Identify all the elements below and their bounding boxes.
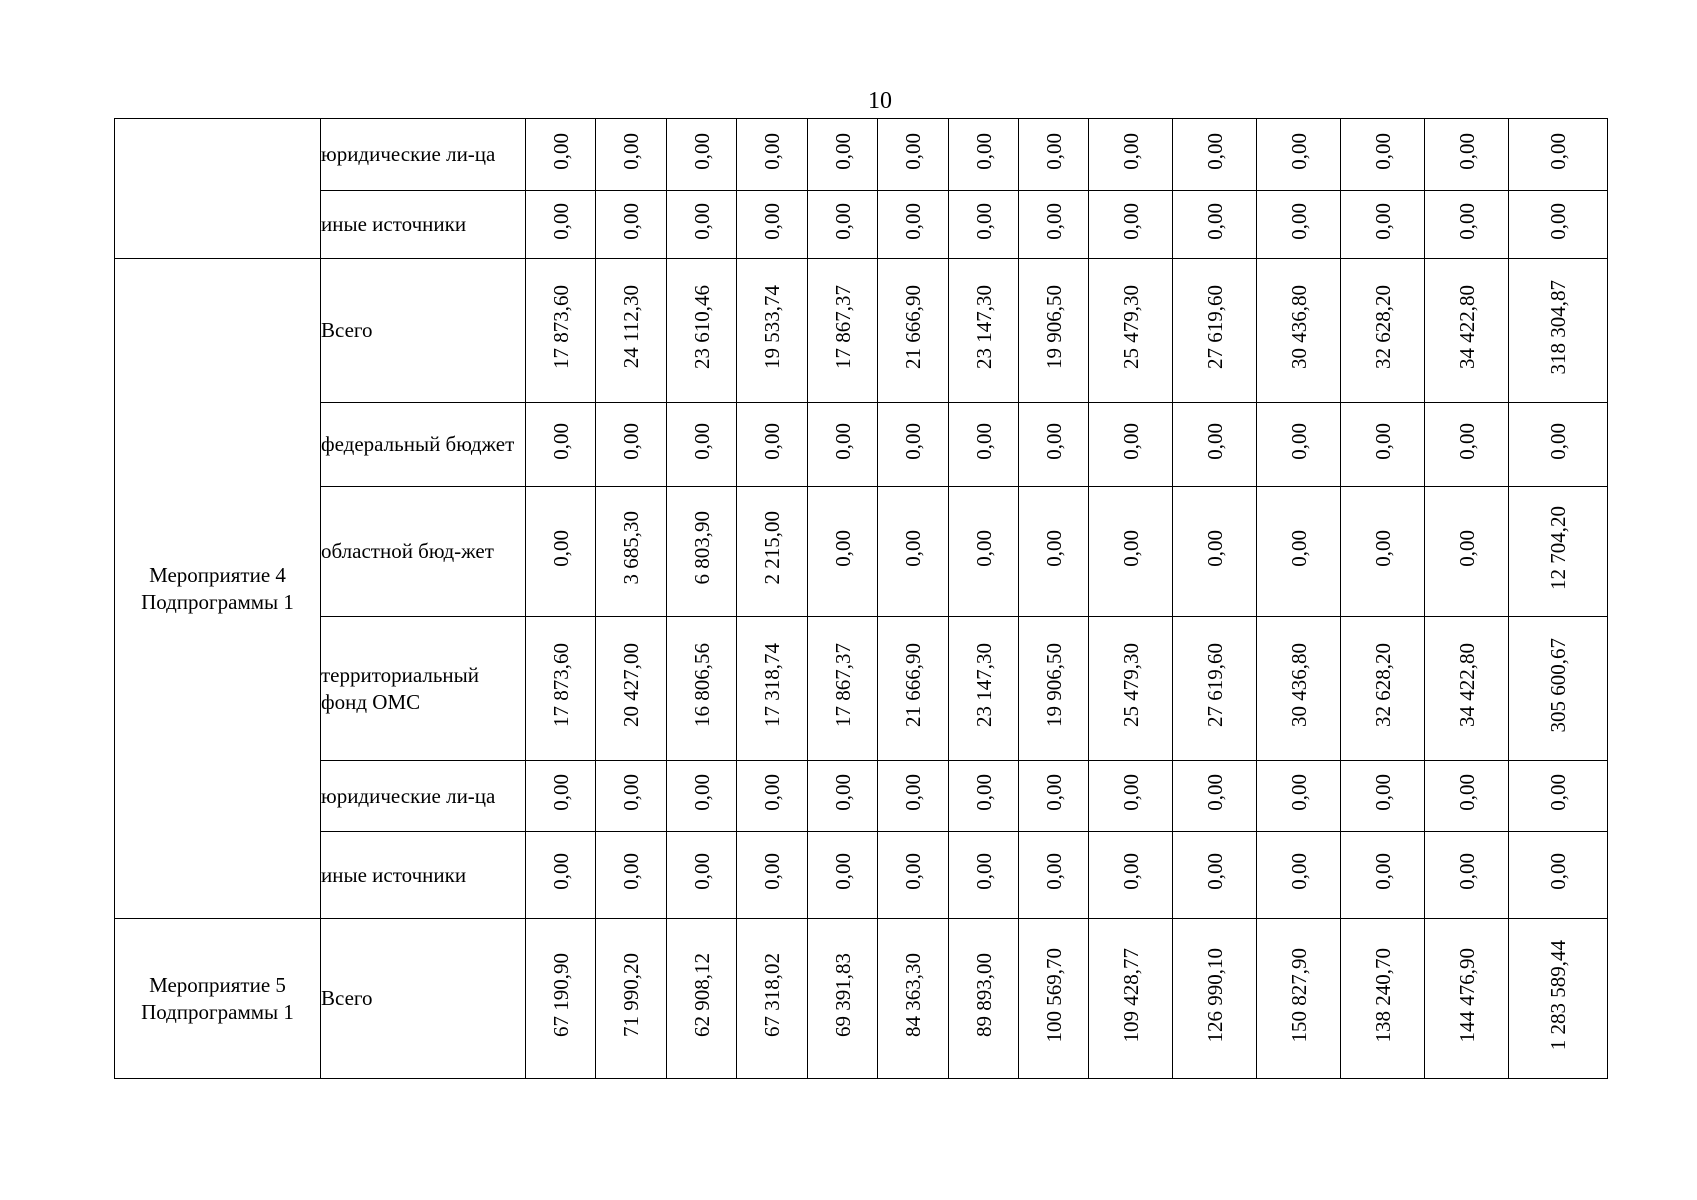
value-cell bbox=[1019, 487, 1089, 617]
value-cell bbox=[1341, 487, 1425, 617]
table-row bbox=[115, 487, 1608, 617]
value-text: 0,00 bbox=[1118, 774, 1143, 811]
value-text: 0,00 bbox=[1546, 202, 1570, 240]
value-cell bbox=[1341, 919, 1425, 1079]
value-text: 0,00 bbox=[1286, 202, 1311, 240]
value-text: 0,00 bbox=[1286, 529, 1311, 567]
value-text: 0,00 bbox=[1118, 422, 1143, 460]
value-cell bbox=[949, 761, 1019, 832]
value-cell bbox=[1089, 617, 1173, 761]
value-cell bbox=[949, 487, 1019, 617]
value-text: 150 827,90 bbox=[1286, 947, 1311, 1043]
source-cell: юридические ли-ца bbox=[321, 761, 526, 832]
value-text: 0,00 bbox=[1041, 853, 1066, 890]
value-text: 0,00 bbox=[1286, 774, 1311, 811]
value-text: 305 600,67 bbox=[1546, 637, 1570, 733]
value-cell bbox=[596, 119, 667, 191]
value-text: 0,00 bbox=[1454, 422, 1479, 460]
value-cell bbox=[878, 617, 949, 761]
value-cell bbox=[1019, 617, 1089, 761]
value-text: 17 873,60 bbox=[548, 285, 573, 369]
value-text: 0,00 bbox=[1041, 774, 1066, 811]
value-cell bbox=[1173, 259, 1257, 403]
value-text: 24 112,30 bbox=[619, 285, 643, 369]
value-text: 0,00 bbox=[971, 529, 996, 567]
value-text: 0,00 bbox=[548, 774, 573, 811]
value-cell bbox=[1509, 403, 1608, 487]
value-cell bbox=[808, 487, 878, 617]
value-text: 0,00 bbox=[689, 422, 714, 460]
value-text: 0,00 bbox=[971, 853, 996, 890]
value-cell bbox=[737, 191, 808, 259]
measure-cell: Мероприятие 5 Подпрограммы 1 bbox=[115, 919, 321, 1079]
value-cell bbox=[949, 617, 1019, 761]
value-cell bbox=[1089, 919, 1173, 1079]
table-row bbox=[115, 617, 1608, 761]
value-text: 67 190,90 bbox=[548, 953, 573, 1037]
value-cell bbox=[526, 761, 596, 832]
value-cell bbox=[667, 919, 737, 1079]
value-cell bbox=[1425, 403, 1509, 487]
value-text: 0,00 bbox=[1370, 529, 1395, 567]
value-cell bbox=[1341, 403, 1425, 487]
value-cell bbox=[1425, 259, 1509, 403]
value-cell bbox=[667, 403, 737, 487]
value-text: 0,00 bbox=[1286, 132, 1311, 170]
value-cell bbox=[1089, 761, 1173, 832]
value-text: 0,00 bbox=[1041, 422, 1066, 460]
value-cell bbox=[1173, 761, 1257, 832]
value-text: 30 436,80 bbox=[1286, 285, 1311, 369]
value-cell bbox=[667, 191, 737, 259]
value-text: 0,00 bbox=[548, 202, 573, 240]
source-cell: иные источники bbox=[321, 832, 526, 919]
value-text: 32 628,20 bbox=[1370, 643, 1395, 727]
value-text: 0,00 bbox=[971, 132, 996, 170]
value-text: 0,00 bbox=[689, 202, 714, 240]
value-text: 0,00 bbox=[1118, 132, 1143, 170]
value-cell bbox=[949, 403, 1019, 487]
value-cell bbox=[1173, 119, 1257, 191]
value-text: 138 240,70 bbox=[1370, 947, 1395, 1043]
value-cell bbox=[737, 832, 808, 919]
value-cell bbox=[1019, 761, 1089, 832]
value-cell bbox=[596, 761, 667, 832]
value-text: 0,00 bbox=[1370, 853, 1395, 890]
value-cell bbox=[1257, 259, 1341, 403]
value-cell bbox=[1425, 617, 1509, 761]
value-text: 0,00 bbox=[1370, 132, 1395, 170]
value-text: 0,00 bbox=[1202, 774, 1227, 811]
value-cell bbox=[1257, 761, 1341, 832]
value-cell bbox=[1257, 617, 1341, 761]
value-cell bbox=[808, 191, 878, 259]
value-text: 34 422,80 bbox=[1454, 285, 1479, 369]
value-cell bbox=[1509, 259, 1608, 403]
value-cell bbox=[1173, 832, 1257, 919]
value-cell bbox=[1341, 617, 1425, 761]
value-text: 0,00 bbox=[1370, 202, 1395, 240]
value-text: 0,00 bbox=[1454, 774, 1479, 811]
value-text: 126 990,10 bbox=[1202, 947, 1227, 1043]
value-cell bbox=[526, 403, 596, 487]
value-cell bbox=[1509, 617, 1608, 761]
value-text: 23 147,30 bbox=[971, 285, 996, 369]
value-cell bbox=[1509, 191, 1608, 259]
value-cell bbox=[1341, 761, 1425, 832]
value-text: 17 873,60 bbox=[548, 643, 573, 727]
value-text: 0,00 bbox=[760, 774, 784, 811]
value-cell bbox=[1509, 832, 1608, 919]
value-cell bbox=[1019, 832, 1089, 919]
value-text: 2 215,00 bbox=[760, 511, 784, 585]
value-text: 0,00 bbox=[971, 422, 996, 460]
table-row bbox=[115, 191, 1608, 259]
value-text: 0,00 bbox=[1118, 529, 1143, 567]
value-text: 0,00 bbox=[689, 132, 714, 170]
value-text: 71 990,20 bbox=[619, 953, 643, 1037]
value-cell bbox=[596, 617, 667, 761]
value-text: 0,00 bbox=[830, 422, 855, 460]
value-cell bbox=[1019, 919, 1089, 1079]
value-text: 17 318,74 bbox=[760, 643, 784, 727]
value-cell bbox=[1173, 403, 1257, 487]
value-text: 0,00 bbox=[1286, 422, 1311, 460]
source-cell: Всего bbox=[321, 919, 526, 1079]
value-cell bbox=[526, 617, 596, 761]
source-cell: федеральный бюджет bbox=[321, 403, 526, 487]
table-row bbox=[115, 259, 1608, 403]
value-text: 0,00 bbox=[830, 132, 855, 170]
value-cell bbox=[1089, 191, 1173, 259]
value-text: 32 628,20 bbox=[1370, 285, 1395, 369]
value-text: 19 906,50 bbox=[1041, 285, 1066, 369]
value-cell bbox=[1019, 403, 1089, 487]
table-row bbox=[115, 919, 1608, 1079]
value-cell bbox=[878, 919, 949, 1079]
value-cell bbox=[808, 617, 878, 761]
value-text: 23 610,46 bbox=[689, 285, 714, 369]
value-text: 67 318,02 bbox=[760, 953, 784, 1037]
table-row bbox=[115, 761, 1608, 832]
value-cell bbox=[1425, 919, 1509, 1079]
value-text: 0,00 bbox=[830, 529, 855, 567]
value-text: 0,00 bbox=[548, 853, 573, 890]
value-text: 27 619,60 bbox=[1202, 285, 1227, 369]
value-text: 0,00 bbox=[760, 853, 784, 890]
value-cell bbox=[737, 617, 808, 761]
value-text: 23 147,30 bbox=[971, 643, 996, 727]
value-cell bbox=[1425, 487, 1509, 617]
value-cell bbox=[1257, 403, 1341, 487]
value-text: 0,00 bbox=[1546, 774, 1570, 811]
value-cell bbox=[1019, 119, 1089, 191]
value-cell bbox=[1019, 191, 1089, 259]
value-cell bbox=[878, 487, 949, 617]
value-text: 0,00 bbox=[619, 422, 643, 460]
value-cell bbox=[1341, 832, 1425, 919]
value-text: 0,00 bbox=[1041, 529, 1066, 567]
value-cell bbox=[949, 919, 1019, 1079]
value-cell bbox=[1509, 487, 1608, 617]
value-text: 144 476,90 bbox=[1454, 947, 1479, 1043]
value-text: 100 569,70 bbox=[1041, 947, 1066, 1043]
value-text: 0,00 bbox=[1202, 853, 1227, 890]
value-cell bbox=[808, 919, 878, 1079]
value-cell bbox=[526, 191, 596, 259]
value-cell bbox=[949, 119, 1019, 191]
value-text: 0,00 bbox=[619, 202, 643, 240]
value-cell bbox=[1257, 919, 1341, 1079]
value-text: 0,00 bbox=[901, 132, 925, 170]
value-text: 25 479,30 bbox=[1118, 643, 1143, 727]
value-cell bbox=[526, 259, 596, 403]
value-text: 0,00 bbox=[1454, 529, 1479, 567]
value-cell bbox=[1341, 191, 1425, 259]
value-cell bbox=[596, 191, 667, 259]
source-cell: иные источники bbox=[321, 191, 526, 259]
value-text: 0,00 bbox=[1546, 422, 1570, 460]
value-cell bbox=[1509, 119, 1608, 191]
value-cell bbox=[1257, 191, 1341, 259]
value-cell bbox=[1341, 119, 1425, 191]
value-cell bbox=[1509, 761, 1608, 832]
source-cell: областной бюд-жет bbox=[321, 487, 526, 617]
value-cell bbox=[667, 487, 737, 617]
value-cell bbox=[596, 832, 667, 919]
measure-cell bbox=[115, 119, 321, 259]
value-text: 30 436,80 bbox=[1286, 643, 1311, 727]
value-cell bbox=[1089, 259, 1173, 403]
value-cell bbox=[737, 919, 808, 1079]
value-text: 19 533,74 bbox=[760, 285, 784, 369]
value-cell bbox=[667, 617, 737, 761]
value-text: 0,00 bbox=[1202, 529, 1227, 567]
value-text: 62 908,12 bbox=[689, 953, 714, 1037]
value-text: 0,00 bbox=[619, 853, 643, 890]
value-text: 21 666,90 bbox=[901, 285, 925, 369]
value-text: 0,00 bbox=[1286, 853, 1311, 890]
value-cell bbox=[737, 761, 808, 832]
value-cell bbox=[667, 832, 737, 919]
value-cell bbox=[596, 259, 667, 403]
value-cell bbox=[1425, 832, 1509, 919]
value-cell bbox=[808, 259, 878, 403]
value-text: 0,00 bbox=[689, 774, 714, 811]
value-text: 0,00 bbox=[830, 202, 855, 240]
value-text: 0,00 bbox=[901, 422, 925, 460]
table-row bbox=[115, 832, 1608, 919]
value-text: 21 666,90 bbox=[901, 643, 925, 727]
value-text: 0,00 bbox=[1202, 202, 1227, 240]
source-cell: юридические ли-ца bbox=[321, 119, 526, 191]
value-cell bbox=[526, 832, 596, 919]
source-cell: Всего bbox=[321, 259, 526, 403]
value-cell bbox=[596, 919, 667, 1079]
value-cell bbox=[808, 119, 878, 191]
value-cell bbox=[1173, 191, 1257, 259]
value-text: 84 363,30 bbox=[901, 953, 925, 1037]
value-cell bbox=[526, 119, 596, 191]
value-cell bbox=[1089, 403, 1173, 487]
value-text: 89 893,00 bbox=[971, 953, 996, 1037]
value-text: 3 685,30 bbox=[619, 511, 643, 585]
value-cell bbox=[526, 487, 596, 617]
value-text: 0,00 bbox=[1454, 132, 1479, 170]
table-row bbox=[115, 403, 1608, 487]
value-text: 0,00 bbox=[760, 422, 784, 460]
value-text: 0,00 bbox=[548, 132, 573, 170]
value-cell bbox=[1019, 259, 1089, 403]
value-cell bbox=[737, 119, 808, 191]
value-cell bbox=[949, 259, 1019, 403]
value-cell bbox=[667, 761, 737, 832]
value-text: 0,00 bbox=[1546, 853, 1570, 890]
value-cell bbox=[526, 919, 596, 1079]
value-text: 0,00 bbox=[548, 529, 573, 567]
value-cell bbox=[1509, 919, 1608, 1079]
value-cell bbox=[1173, 617, 1257, 761]
value-cell bbox=[949, 832, 1019, 919]
value-text: 25 479,30 bbox=[1118, 285, 1143, 369]
value-cell bbox=[1425, 119, 1509, 191]
value-cell bbox=[1257, 832, 1341, 919]
value-cell bbox=[1173, 919, 1257, 1079]
value-cell bbox=[1173, 487, 1257, 617]
value-cell bbox=[878, 119, 949, 191]
value-text: 0,00 bbox=[971, 202, 996, 240]
value-text: 16 806,56 bbox=[689, 643, 714, 727]
value-cell bbox=[1341, 259, 1425, 403]
value-cell bbox=[878, 259, 949, 403]
value-text: 0,00 bbox=[830, 853, 855, 890]
value-text: 17 867,37 bbox=[830, 643, 855, 727]
value-text: 0,00 bbox=[1454, 202, 1479, 240]
value-text: 27 619,60 bbox=[1202, 643, 1227, 727]
source-cell: территориальный фонд ОМС bbox=[321, 617, 526, 761]
value-cell bbox=[878, 191, 949, 259]
budget-table bbox=[114, 118, 1608, 1079]
value-text: 0,00 bbox=[901, 774, 925, 811]
value-text: 12 704,20 bbox=[1546, 506, 1570, 590]
value-cell bbox=[1425, 761, 1509, 832]
value-cell bbox=[878, 761, 949, 832]
value-cell bbox=[667, 119, 737, 191]
value-cell bbox=[1089, 832, 1173, 919]
value-cell bbox=[667, 259, 737, 403]
value-text: 0,00 bbox=[1454, 853, 1479, 890]
value-text: 19 906,50 bbox=[1041, 643, 1066, 727]
value-text: 0,00 bbox=[1041, 202, 1066, 240]
value-text: 0,00 bbox=[1118, 853, 1143, 890]
value-text: 0,00 bbox=[901, 202, 925, 240]
value-cell bbox=[808, 761, 878, 832]
value-cell bbox=[878, 403, 949, 487]
value-text: 0,00 bbox=[689, 853, 714, 890]
value-text: 0,00 bbox=[1370, 774, 1395, 811]
value-text: 0,00 bbox=[971, 774, 996, 811]
value-text: 0,00 bbox=[901, 529, 925, 567]
value-text: 0,00 bbox=[1041, 132, 1066, 170]
measure-cell: Мероприятие 4 Подпрограммы 1 bbox=[115, 259, 321, 919]
value-cell bbox=[949, 191, 1019, 259]
value-text: 0,00 bbox=[901, 853, 925, 890]
value-text: 318 304,87 bbox=[1546, 279, 1570, 375]
value-text: 0,00 bbox=[619, 774, 643, 811]
value-text: 0,00 bbox=[1202, 132, 1227, 170]
value-cell bbox=[878, 832, 949, 919]
value-text: 0,00 bbox=[830, 774, 855, 811]
value-text: 0,00 bbox=[1118, 202, 1143, 240]
value-cell bbox=[1257, 487, 1341, 617]
value-text: 34 422,80 bbox=[1454, 643, 1479, 727]
value-cell bbox=[596, 403, 667, 487]
value-cell bbox=[596, 487, 667, 617]
value-cell bbox=[1425, 191, 1509, 259]
value-text: 6 803,90 bbox=[689, 511, 714, 585]
value-text: 20 427,00 bbox=[619, 643, 643, 727]
value-cell bbox=[737, 403, 808, 487]
value-text: 0,00 bbox=[548, 422, 573, 460]
value-text: 109 428,77 bbox=[1118, 947, 1143, 1043]
table-row bbox=[115, 119, 1608, 191]
value-text: 69 391,83 bbox=[830, 953, 855, 1037]
value-cell bbox=[737, 259, 808, 403]
value-text: 0,00 bbox=[1370, 422, 1395, 460]
value-cell bbox=[1257, 119, 1341, 191]
value-cell bbox=[808, 832, 878, 919]
value-cell bbox=[737, 487, 808, 617]
value-text: 1 283 589,44 bbox=[1546, 939, 1570, 1051]
value-cell bbox=[1089, 487, 1173, 617]
value-cell bbox=[1089, 119, 1173, 191]
value-text: 0,00 bbox=[1546, 132, 1570, 170]
value-text: 0,00 bbox=[760, 202, 784, 240]
value-text: 0,00 bbox=[619, 132, 643, 170]
page-number: 10 bbox=[868, 88, 892, 114]
value-cell bbox=[808, 403, 878, 487]
value-text: 0,00 bbox=[760, 132, 784, 170]
value-text: 0,00 bbox=[1202, 422, 1227, 460]
value-text: 17 867,37 bbox=[830, 285, 855, 369]
